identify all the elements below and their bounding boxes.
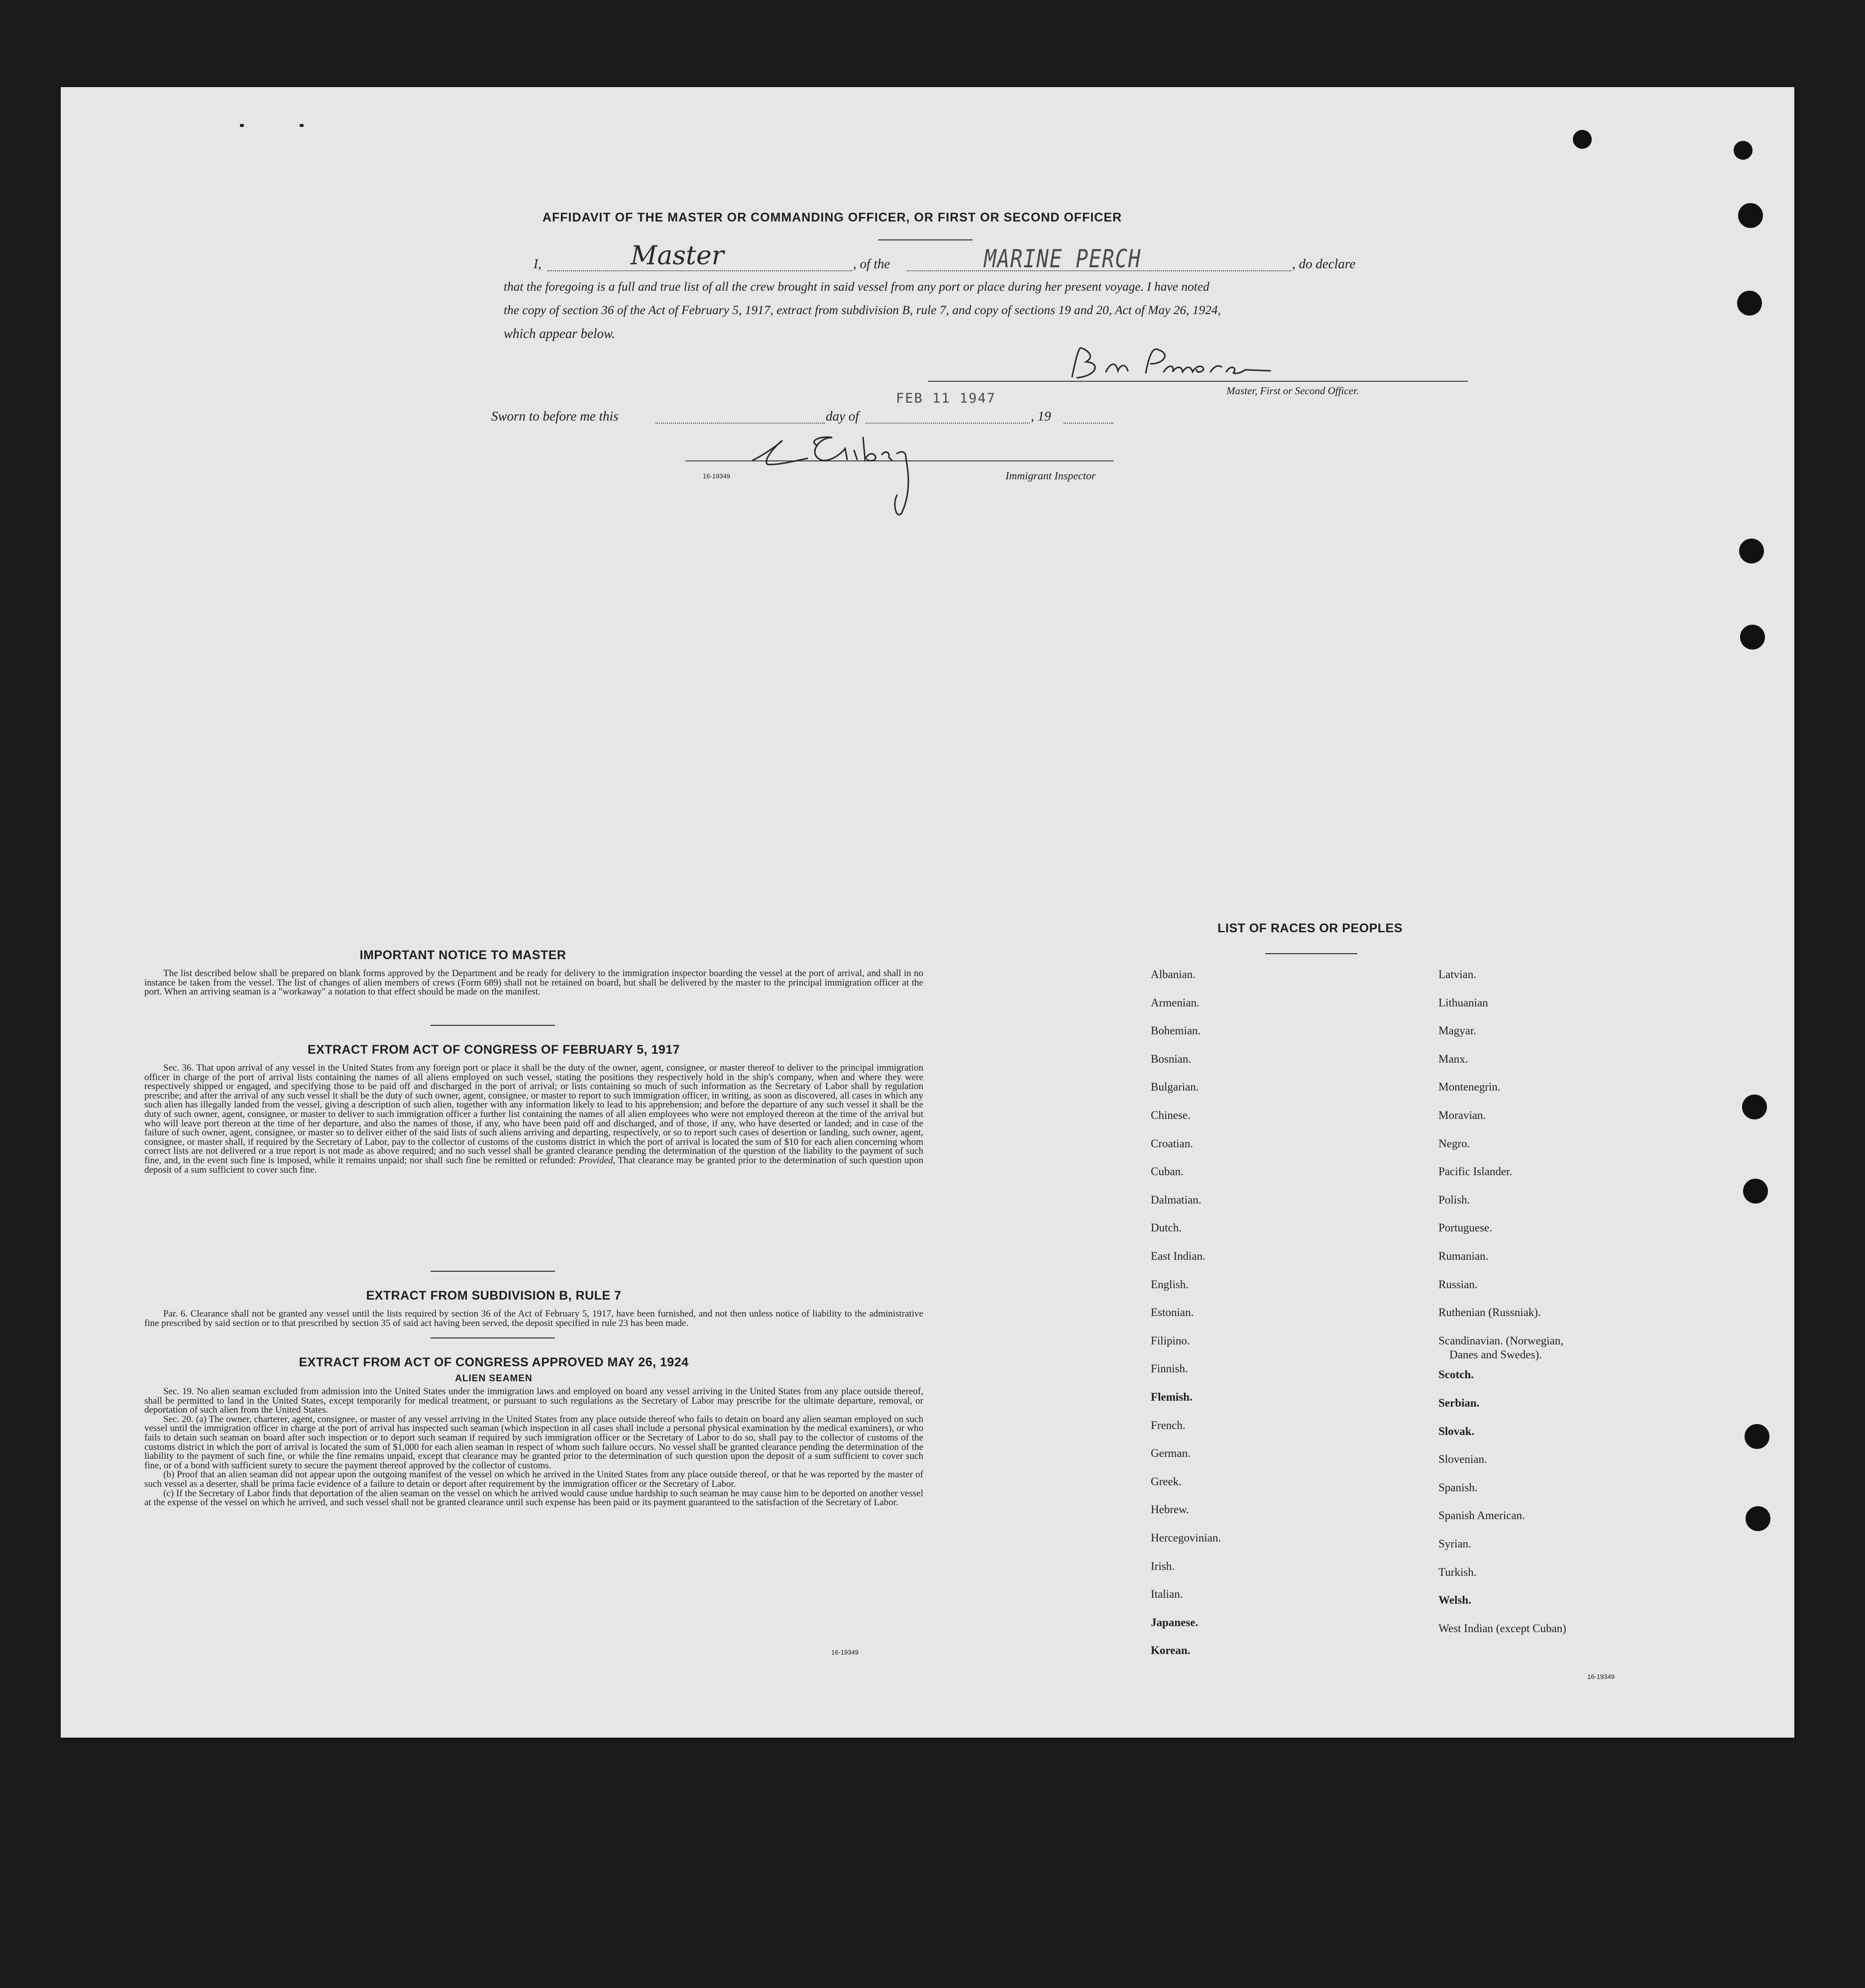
- declaration-line-2: that the foregoing is a full and true list of all the crew brought in said vessel from any port or place during her present voyage. I have noted: [504, 280, 1209, 294]
- sworn-month-fill-line: [866, 423, 1030, 424]
- race-item: Dutch.: [1151, 1221, 1182, 1234]
- affidavit-form-number: 16-19349: [703, 472, 730, 480]
- race-item: French.: [1151, 1419, 1186, 1432]
- sec-19-paragraph: Sec. 19. No alien seaman excluded from admission into the United States under the immigration laws and employed on board any vessel arriving in the United States from any place outside thereof, shall be permitted to land in the United States, except temporarily for medical treatment, or pursuant to such regulations as the Secretary of Labor may prescribe for the ultimate departure, removal, or deportation of such alien from the United States.: [144, 1386, 923, 1416]
- alien-seamen-subheading: ALIEN SEAMEN: [455, 1373, 533, 1384]
- sworn-day-fill-line: [656, 423, 825, 424]
- declaration-line-1: [479, 241, 1469, 276]
- extract-1917-text: [144, 1064, 923, 1175]
- race-item: Finnish.: [1151, 1362, 1188, 1375]
- rule-7-text: [144, 1310, 923, 1328]
- race-item: Italian.: [1151, 1588, 1183, 1601]
- rule-7-divider: [431, 1337, 555, 1338]
- race-item: Danes and Swedes).: [1449, 1348, 1542, 1361]
- race-item: Rumanian.: [1438, 1250, 1489, 1262]
- race-item: Flemish.: [1151, 1391, 1193, 1403]
- declaration-prefix: I,: [534, 256, 542, 271]
- race-item: Spanish American.: [1438, 1509, 1525, 1522]
- race-item: Latvian.: [1438, 968, 1476, 981]
- rule-7-heading: EXTRACT FROM SUBDIVISION B, RULE 7: [366, 1289, 622, 1303]
- inspector-signature: [748, 426, 967, 525]
- punch-hole: [1738, 203, 1763, 228]
- sworn-year: , 19: [1031, 409, 1051, 424]
- race-item: Syrian.: [1438, 1538, 1471, 1550]
- race-item: Bosnian.: [1151, 1052, 1192, 1065]
- extract-1924-heading: EXTRACT FROM ACT OF CONGRESS APPROVED MAY 26, 1924: [299, 1355, 689, 1369]
- races-title: LIST OF RACES OR PEOPLES: [1217, 921, 1403, 935]
- race-item: German.: [1151, 1447, 1191, 1460]
- punch-hole: [1739, 539, 1764, 563]
- races-title-divider: [1265, 953, 1357, 954]
- sec-20a-paragraph: Sec. 20. (a) The owner, charterer, agent, consignee, or master of any vessel arriving in the United States from any place outside thereof who fails to detain on board any alien seaman employed on such vessel until the immigration officer in charge at the port of arrival has inspected such seaman (which inspection in all cases shall include a personal physical examination by the medical examiners), or who fails to detain such seaman on board after such inspection or to deport such seaman if required by such immigration officer or the Secretary of Labor to do so, shall pay to the collector of customs of the customs district in which the port of arrival is located the sum of $1,000 for each alien seaman in respect of whom such failure occurs. No vessel shall be granted clearance pending the determination of the liability to the payment of such fine, or while the fine remains unpaid, except that clearance may be granted prior to the determination of such question upon the deposit of a sum sufficient to cover such fine, or of a bond with sufficient surety to secure the payment thereof approved by the collector of customs.: [144, 1414, 923, 1471]
- sworn-day: day of: [826, 409, 859, 424]
- race-item: Lithuanian: [1438, 996, 1488, 1009]
- race-item: Bohemian.: [1151, 1024, 1201, 1037]
- race-item: Pacific Islander.: [1438, 1165, 1513, 1178]
- race-item: Albanian.: [1151, 968, 1196, 981]
- title-divider: [878, 239, 973, 240]
- officer-signature: [1066, 342, 1275, 387]
- race-item: Polish.: [1438, 1193, 1470, 1206]
- section-36-text-end: That clearance may be granted prior to the determination of such question upon deposit of a sum sufficient to cover such fine.: [144, 1155, 923, 1175]
- race-item: Slovak.: [1438, 1425, 1475, 1437]
- affidavit-title: AFFIDAVIT OF THE MASTER OR COMMANDING OFFICER, OR FIRST OR SECOND OFFICER: [542, 211, 1122, 224]
- race-item: Manx.: [1438, 1052, 1468, 1065]
- race-item: Greek.: [1151, 1475, 1182, 1488]
- race-item: Estonian.: [1151, 1306, 1194, 1319]
- race-item: Japanese.: [1151, 1616, 1199, 1629]
- race-item: Dalmatian.: [1151, 1193, 1202, 1206]
- race-item: Bulgarian.: [1151, 1081, 1199, 1094]
- punch-hole: [1743, 1179, 1768, 1204]
- officer-caption: Master, First or Second Officer.: [1226, 385, 1359, 397]
- extract-form-number: 16-19349: [831, 1649, 859, 1656]
- punch-hole: [1740, 625, 1765, 650]
- provided-word: Provided,: [578, 1155, 616, 1166]
- declaration-line-4: which appear below.: [504, 326, 615, 341]
- race-item: Korean.: [1151, 1644, 1191, 1657]
- race-item: Russian.: [1438, 1278, 1478, 1291]
- punch-hole: [1745, 1424, 1769, 1449]
- race-item: Welsh.: [1438, 1594, 1471, 1607]
- sworn-prefix: Sworn to before me this: [491, 409, 619, 424]
- document-page: [61, 87, 1794, 1738]
- race-item: Scandinavian. (Norwegian,: [1438, 1334, 1564, 1347]
- race-item: Moravian.: [1438, 1109, 1486, 1121]
- notice-paragraph: The list described below shall be prepared on blank forms approved by the Department and be ready for delivery to the immigration inspector boarding the vessel at the port of arrival, and shall in no instance be taken from the vessel. The list of changes of alien members of crews (Form 689) shall not be retained on board, but shall be delivered by the master to the principal immigration officer at the port. When an arriving seaman is a "workaway" a notation to that effect should be made on the manifest.: [144, 968, 923, 997]
- sec-20c-paragraph: (c) If the Secretary of Labor finds that deportation of the alien seaman on the vessel on which he arrived would cause undue hardship to such seaman he may cause him to be deported on another vessel at the expense of the vessel on which he arrived, and such vessel shall not be granted clearance until such expense has been paid or its payment guaranteed to the satisfaction of the Secretary of Labor.: [144, 1488, 923, 1508]
- punch-hole: [1742, 1095, 1767, 1119]
- race-item: Slovenian.: [1438, 1453, 1487, 1466]
- master-name: Master: [631, 241, 724, 271]
- sec-20b-paragraph: (b) Proof that an alien seaman did not appear upon the outgoing manifest of the vessel on which he arrived in the United States from any place outside thereof, or that he was reported by the master of such vessel as a deserter, shall be prima facie evidence of a failure to detain or deport after requirement by the immigration officer or the Secretary of Labor.: [144, 1469, 923, 1489]
- race-item: Irish.: [1151, 1559, 1175, 1572]
- ink-speck: [240, 124, 244, 127]
- declaration-line-3: the copy of section 36 of the Act of February 5, 1917, extract from subdivision B, rule 7, and copy of sections 19 and 20, Act of May 26, 1924,: [504, 303, 1221, 317]
- notice-text: [144, 969, 923, 997]
- race-item: Chinese.: [1151, 1109, 1191, 1121]
- extract-1917-divider: [431, 1271, 555, 1272]
- race-item: Filipino.: [1151, 1334, 1190, 1347]
- race-item: Serbian.: [1438, 1397, 1480, 1409]
- extract-1924-text: [144, 1387, 923, 1508]
- notice-divider: [431, 1025, 555, 1026]
- race-item: East Indian.: [1151, 1250, 1206, 1262]
- race-item: Croatian.: [1151, 1137, 1193, 1150]
- race-item: Turkish.: [1438, 1565, 1477, 1578]
- declaration-suffix: , do declare: [1292, 256, 1356, 271]
- races-form-number: 16-19349: [1587, 1673, 1615, 1680]
- race-item: Armenian.: [1151, 996, 1200, 1009]
- punch-hole: [1734, 141, 1753, 160]
- date-stamp: FEB 11 1947: [896, 391, 996, 406]
- sworn-year-fill-line: [1064, 423, 1113, 424]
- punch-hole: [1746, 1506, 1770, 1531]
- section-36-paragraph: [144, 1064, 923, 1175]
- punch-hole: [1737, 291, 1762, 316]
- vessel-name-stamp: MARINE PERCH: [984, 244, 1141, 273]
- race-item: Scotch.: [1438, 1368, 1474, 1381]
- notice-heading: IMPORTANT NOTICE TO MASTER: [359, 948, 566, 962]
- punch-hole: [1573, 130, 1592, 149]
- race-item: Spanish.: [1438, 1481, 1478, 1494]
- declaration-of: , of the: [853, 256, 890, 271]
- inspector-caption: Immigrant Inspector: [1005, 469, 1096, 482]
- race-item: Hebrew.: [1151, 1503, 1190, 1516]
- par-6-paragraph: Par. 6. Clearance shall not be granted any vessel until the lists required by section 36 of the Act of February 5, 1917, have been furnished, and not then unless notice of liability to the administrative fine prescribed by said section or to that prescribed by section 35 of said act having been served, the deposit specified in rule 23 has been made.: [144, 1309, 923, 1328]
- sworn-line: [491, 405, 1188, 428]
- race-item: Montenegrin.: [1438, 1081, 1501, 1094]
- race-item: Negro.: [1438, 1137, 1470, 1150]
- extract-1917-heading: EXTRACT FROM ACT OF CONGRESS OF FEBRUARY 5, 1917: [307, 1043, 680, 1057]
- race-item: Magyar.: [1438, 1024, 1477, 1037]
- section-36-text: Sec. 36. That upon arrival of any vessel in the United States from any foreign port or place it shall be the duty of the owner, agent, consignee, or master thereof to deliver to the principal immigration officer in charge of the port of arrival lists containing the names of all aliens employed on such vessel, stating the positions they respectively hold in the ship's company, when and where they were respectively shipped or engaged, and specifying those to be paid off and discharged in the port of arrival; or lists containing so much of such information as the Secretary of Labor shall by regulation prescribe; and after the arrival of any such vessel it shall be the duty of such owner, agent, consignee, or master to report to such immigration officer, in writing, as soon as discovered, all cases in which any such alien has illegally landed from the vessel, giving a description of such alien, together with any information likely to lead to his apprehension; and before the departure of any such vessel it shall be the duty of such owner, agent, consignee, or master to deliver to such immigration officer a further list containing the names of all alien employees who were not employed thereon at the time of the arrival but who will leave port thereon at the time of her departure, and also the names of those, if any, who have been paid off and discharged, and of those, if any, who have deserted or landed; and in case of the failure of such owner, agent, consignee, or master so to deliver either of the said lists of such aliens arriving and departing, respectively, or so to report such cases of desertion or landing, such owner, agent, consignee, or master shall, if required by the Secretary of Labor, pay to the collector of customs of the customs district in which the port of arrival is located the sum of $10 for each alien concerning whom correct lists are not delivered or a true report is not made as above required; and no such vessel shall be granted clearance pending the determination of the question of the liability to the payment of such fine, and, in the event such fine is imposed, while it remains unpaid; nor shall such fine be remitted or refunded:: [144, 1063, 923, 1166]
- race-item: Portuguese.: [1438, 1221, 1492, 1234]
- race-item: Ruthenian (Russniak).: [1438, 1306, 1541, 1319]
- race-item: Cuban.: [1151, 1165, 1184, 1178]
- race-item: English.: [1151, 1278, 1189, 1291]
- race-item: West Indian (except Cuban): [1438, 1622, 1566, 1635]
- ink-speck: [300, 124, 304, 127]
- race-item: Hercegovinian.: [1151, 1532, 1221, 1544]
